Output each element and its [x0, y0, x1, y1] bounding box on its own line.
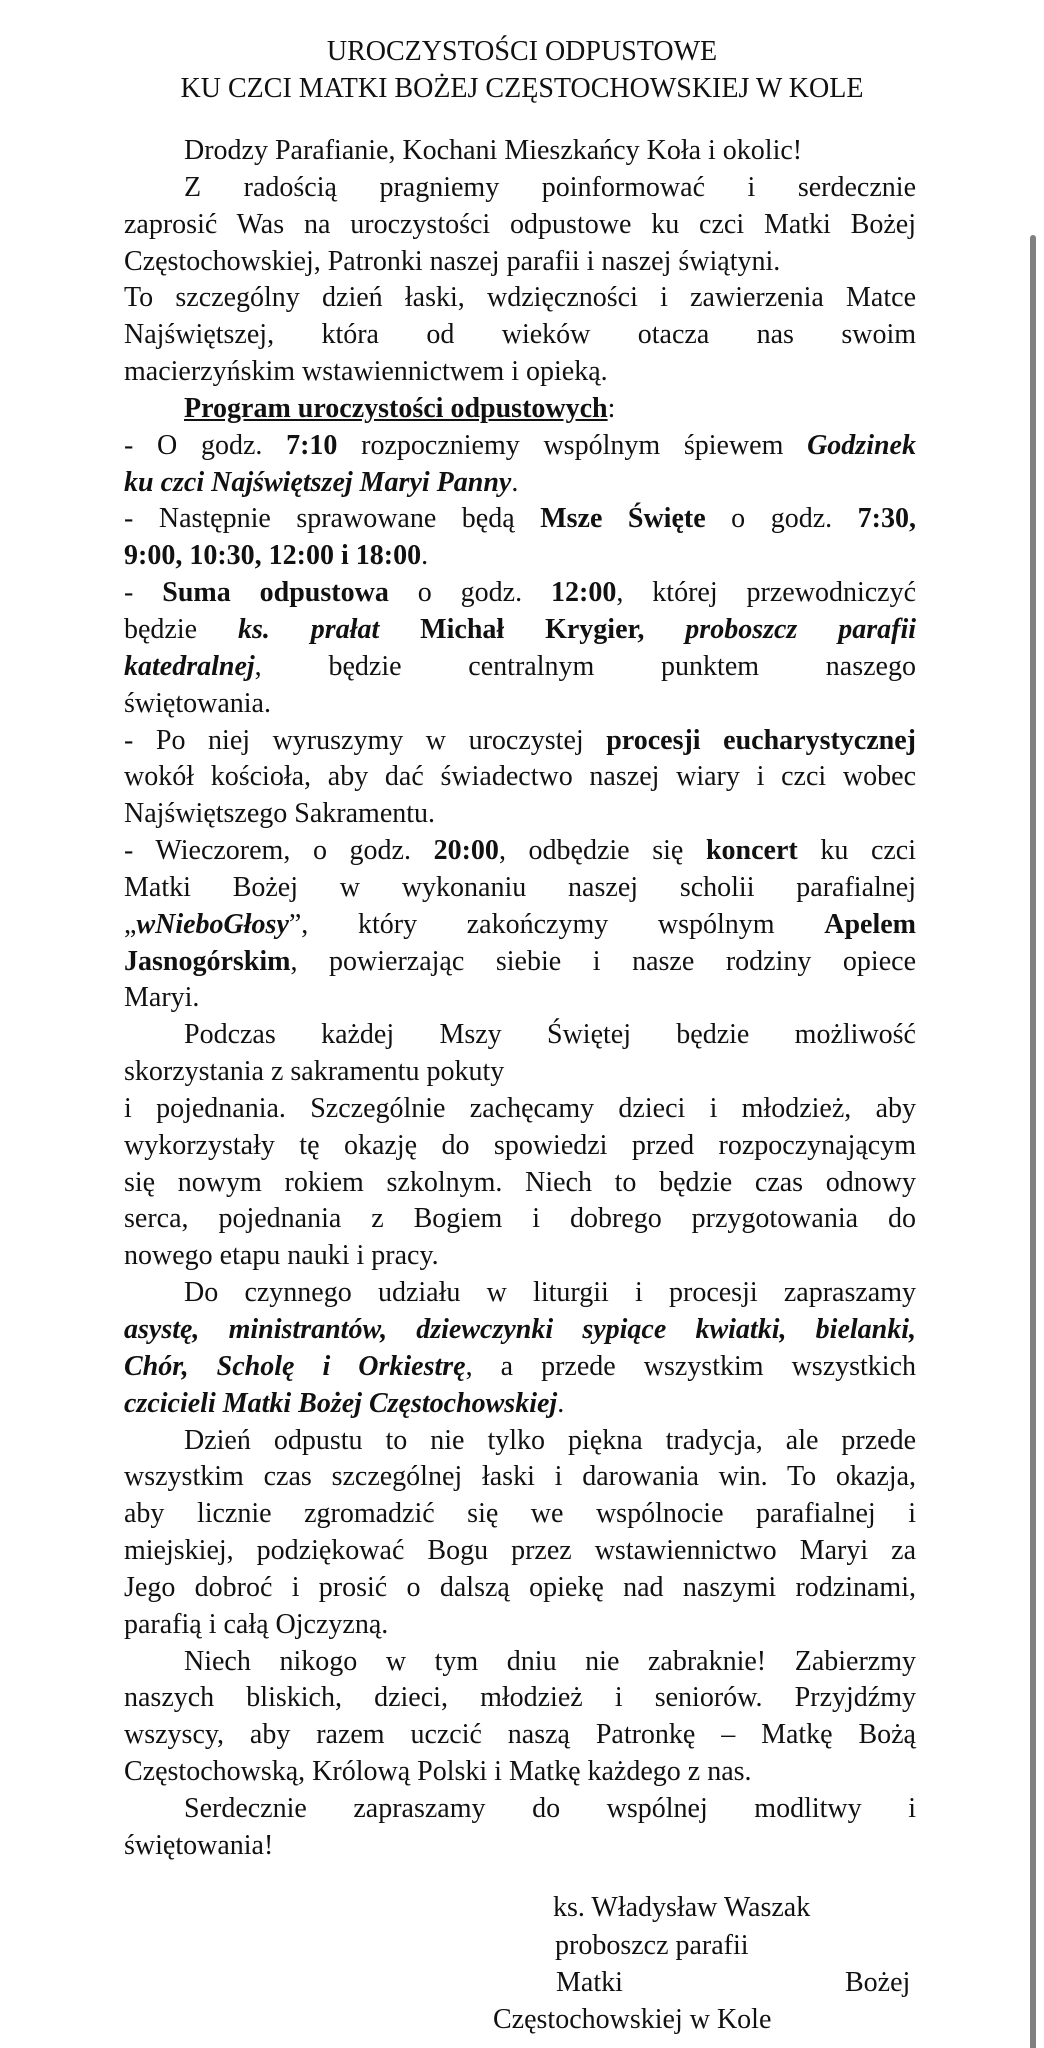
document-title-line-1: UROCZYSTOŚCI ODPUSTOWE — [326, 36, 718, 67]
document-title-line-2: KU CZCI MATKI BOŻEJ CZĘSTOCHOWSKIEJ W KOLE — [180, 73, 864, 104]
text: , odbędzie się — [498, 835, 706, 867]
text: rozpoczniemy wspólnym śpiewem — [337, 429, 808, 461]
program-item-3-cont — [124, 612, 916, 649]
text: ku czci — [797, 835, 917, 867]
closing-line: Serdecznie zapraszamy do wspólnej modlitwy i — [184, 1792, 916, 1824]
program-item-2 — [124, 501, 916, 538]
signature-parish-line: Częstochowskiej w Kole — [493, 2004, 772, 2035]
program-item-5-cont — [124, 944, 916, 981]
feast-line: wszystkim czas szczególnej łaski i darowania win. To okazja, — [124, 1461, 916, 1493]
nobody-line: wszyscy, aby razem uczcić naszą Patronkę – Matkę Bożą — [124, 1719, 916, 1751]
nobody-line: Niech nikogo w tym dniu nie zabraknie! Zabierzmy — [184, 1645, 916, 1677]
program-item-2-cont — [124, 538, 916, 575]
text: - — [124, 577, 163, 609]
emphasis: asystę, ministrantów, dziewczynki sypiące kwiatki, bielanki, — [124, 1314, 916, 1345]
program-item-3-cont: świętowania. — [124, 687, 271, 719]
confession-line: się nowym rokiem szkolnym. Niech to będzie czas odnowy — [124, 1166, 916, 1198]
time: 7:10 — [286, 429, 338, 461]
text: . — [557, 1387, 565, 1419]
emphasis: koncert — [705, 835, 798, 867]
confession-line: serca, pojednania z Bogiem i dobrego przygotowania do — [124, 1203, 916, 1235]
confession-line: skorzystania z sakramentu pokuty — [124, 1056, 505, 1088]
closing-line: świętowania! — [124, 1829, 274, 1861]
text: - Po niej wyruszymy w uroczystej — [124, 724, 607, 756]
text: o godz. — [388, 577, 552, 609]
program-item-5 — [124, 833, 916, 870]
text: o godz. — [705, 503, 858, 535]
program-heading-colon: : — [607, 392, 616, 424]
time: 20:00 — [433, 835, 499, 867]
vertical-scrollbar-thumb[interactable] — [1030, 235, 1036, 2048]
program-heading — [124, 391, 916, 428]
emphasis: Jasnogórskim — [124, 945, 291, 977]
quote-mark: „ — [124, 908, 137, 940]
feast-line: aby licznie zgromadzić się we wspólnocie parafialnej i — [124, 1498, 916, 1530]
feast-line: Dzień odpustu to nie tylko piękna tradycja, ale przede — [184, 1424, 916, 1456]
intro-line: Najświętszej, która od wieków otacza nas swoim — [124, 319, 916, 351]
program-item-3-cont — [124, 649, 916, 686]
emphasis: Michał Krygier, — [379, 613, 645, 645]
emphasis: Msze Święte — [540, 503, 706, 535]
text: . — [511, 466, 519, 498]
text: ”, który zakończymy wspólnym — [288, 908, 825, 940]
text: - O godz. — [124, 429, 287, 461]
greeting: Drodzy Parafianie, Kochani Mieszkańcy Koła i okolic! — [184, 135, 803, 166]
invite-line — [124, 1386, 916, 1423]
intro-line: zaprosić Was na uroczystości odpustowe ku czci Matki Bożej — [124, 208, 916, 240]
times: 9:00, 10:30, 12:00 i 18:00 — [124, 540, 422, 572]
intro-line: Częstochowskiej, Patronki naszej parafii i naszej świątyni. — [124, 245, 781, 277]
emphasis: procesji eucharystycznej — [606, 724, 916, 756]
text: , której przewodniczyć — [616, 577, 917, 609]
intro-line: macierzyńskim wstawiennictwem i opieką. — [124, 356, 608, 388]
time: 12:00 — [551, 577, 617, 609]
program-item-1-cont — [124, 465, 916, 502]
program-item-5-cont: Matki Bożej w wykonaniu naszej scholii parafialnej — [124, 871, 916, 903]
confession-line: nowego etapu nauki i pracy. — [124, 1240, 439, 1272]
nobody-line: naszych bliskich, dzieci, młodzież i seniorów. Przyjdźmy — [124, 1682, 916, 1714]
signature-parish-word-2: Bożej — [845, 1967, 911, 1998]
intro-line: To szczególny dzień łaski, wdzięczności i zawierzenia Matce — [124, 282, 916, 314]
time: 7:30, — [857, 503, 916, 535]
signature-name: ks. Władysław Waszak — [553, 1892, 811, 1923]
emphasis: Godzinek — [807, 429, 916, 461]
invite-line — [124, 1312, 916, 1349]
emphasis: czcicieli Matki Bożej Częstochowskiej — [124, 1387, 558, 1419]
emphasis: ku czci Najświętszej Maryi Panny — [124, 466, 512, 498]
program-item-4-cont: wokół kościoła, aby dać świadectwo naszej wiary i czci wobec — [124, 761, 916, 793]
invite-line: Do czynnego udziału w liturgii i procesji zapraszamy — [184, 1277, 916, 1309]
emphasis: katedralnej — [124, 650, 255, 682]
intro-line: Z radością pragniemy poinformować i serdecznie — [184, 171, 916, 203]
signature-parish-word-1: Matki — [556, 1967, 623, 1998]
program-item-3 — [124, 575, 916, 612]
text: . — [421, 540, 429, 572]
confession-line: Podczas każdej Mszy Świętej będzie możliwość — [184, 1019, 916, 1051]
text: , a przede wszystkim wszystkich — [465, 1350, 917, 1382]
emphasis: proboszcz parafii — [644, 613, 917, 645]
program-item-5-cont: Maryi. — [124, 982, 200, 1014]
text: - Wieczorem, o godz. — [124, 835, 434, 867]
program-item-5-cont — [124, 907, 916, 944]
schola-name: wNieboGłosy — [136, 908, 289, 940]
nobody-line: Częstochowską, Królową Polski i Matkę każdego z nas. — [124, 1756, 752, 1788]
text: będzie — [124, 613, 238, 645]
feast-line: parafią i całą Ojczyzną. — [124, 1608, 389, 1640]
program-item-1 — [124, 428, 916, 465]
emphasis: ks. prałat — [237, 613, 380, 645]
letter-body — [124, 133, 916, 1865]
text: , będzie centralnym punktem naszego — [254, 650, 916, 682]
feast-line: miejskiej, podziękować Bogu przez wstawiennictwo Maryi za — [124, 1535, 916, 1567]
text: - Następnie sprawowane będą — [124, 503, 541, 535]
program-heading-text: Program uroczystości odpustowych — [184, 392, 608, 424]
confession-line: wykorzystały tę okazję do spowiedzi przed rozpoczynającym — [124, 1129, 916, 1161]
emphasis: Chór, Scholę i Orkiestrę — [124, 1350, 466, 1382]
text: , powierzając siebie i nasze rodziny opiece — [290, 945, 916, 977]
confession-line: i pojednania. Szczególnie zachęcamy dzieci i młodzież, aby — [124, 1092, 916, 1124]
invite-line — [124, 1349, 916, 1386]
program-item-4 — [124, 723, 916, 760]
signature-role: proboszcz parafii — [555, 1930, 749, 1961]
program-item-4-cont: Najświętszego Sakramentu. — [124, 798, 436, 830]
emphasis: Suma odpustowa — [162, 577, 389, 609]
feast-line: Jego dobroć i prosić o dalszą opiekę nad naszymi rodzinami, — [124, 1571, 916, 1603]
emphasis: Apelem — [824, 908, 916, 940]
